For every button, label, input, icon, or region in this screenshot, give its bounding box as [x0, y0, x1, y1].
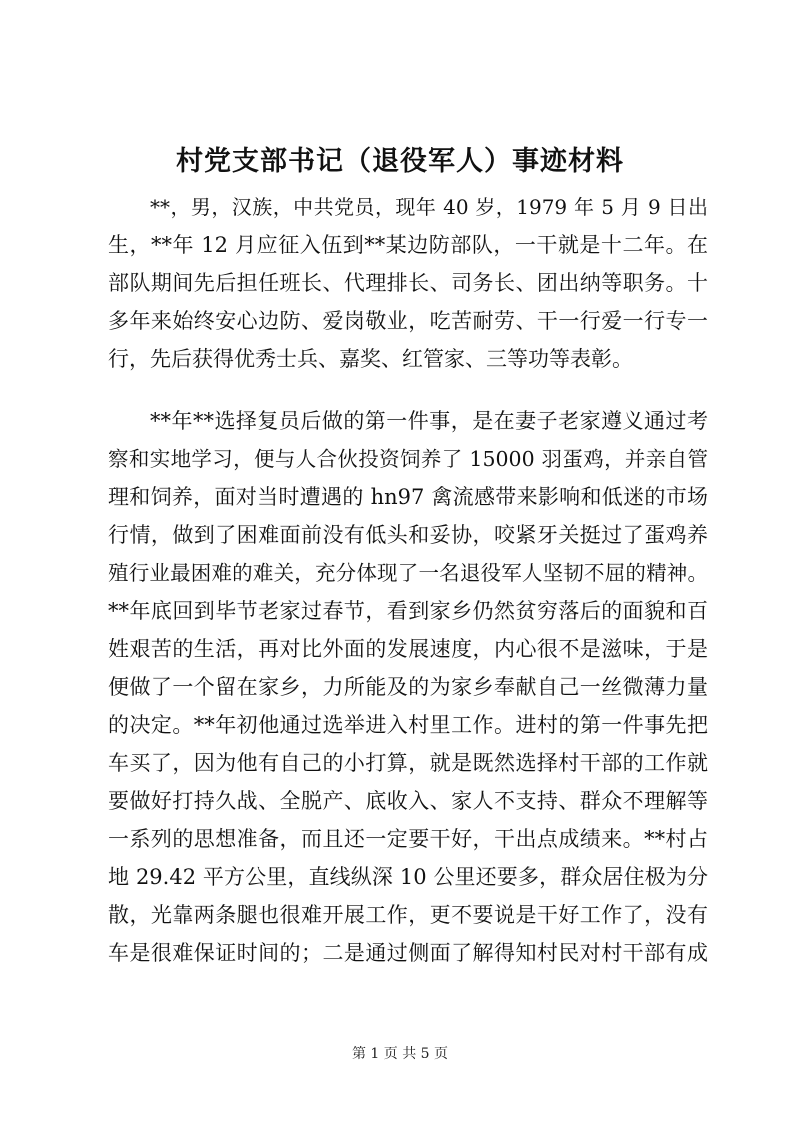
- body-line-3: 部队期间先后担任班长、代理排长、司务长、团出纳等职务。十: [108, 271, 708, 295]
- body-line-1: **，男，汉族，中共党员，现年 40 岁，1979 年 5 月 9 日出: [150, 195, 708, 219]
- body-line-16: 要做好打持久战、全脱产、底收入、家人不支持、群众不理解等: [108, 789, 708, 813]
- body-line-2: 生，**年 12 月应征入伍到**某边防部队，一干就是十二年。在: [108, 233, 708, 257]
- body-line-20: 车是很难保证时间的；二是通过侧面了解得知村民对村干部有成: [108, 941, 708, 965]
- body-line-12: 姓艰苦的生活，再对比外面的发展速度，内心很不是滋味，于是: [108, 637, 708, 661]
- page-number: 第 1 页 共 5 页: [351, 1046, 449, 1062]
- body-line-5: 行，先后获得优秀士兵、嘉奖、红管家、三等功等表彰。: [108, 347, 633, 371]
- body-line-11: **年底回到毕节老家过春节，看到家乡仍然贫穷落后的面貌和百: [108, 599, 708, 623]
- body-line-17: 一系列的思想准备，而且还一定要干好，干出点成绩来。**村占: [108, 827, 708, 851]
- body-line-19: 散，光靠两条腿也很难开展工作，更不要说是干好工作了，没有: [108, 903, 708, 927]
- body-line-10: 殖行业最困难的难关，充分体现了一名退役军人坚韧不屈的精神。: [108, 561, 708, 585]
- body-line-8: 理和饲养，面对当时遭遇的 hn97 禽流感带来影响和低迷的市场: [108, 485, 708, 509]
- body-line-18: 地 29.42 平方公里，直线纵深 10 公里还要多，群众居住极为分: [108, 865, 708, 889]
- body-line-15: 车买了，因为他有自己的小打算，就是既然选择村干部的工作就: [108, 751, 708, 775]
- body-line-6: **年**选择复员后做的第一件事，是在妻子老家遵义通过考: [150, 409, 708, 433]
- body-line-4: 多年来始终安心边防、爱岗敬业，吃苦耐劳、干一行爱一行专一: [108, 309, 708, 333]
- body-line-13: 便做了一个留在家乡，力所能及的为家乡奉献自己一丝微薄力量: [108, 675, 708, 699]
- body-line-9: 行情，做到了困难面前没有低头和妥协，咬紧牙关挺过了蛋鸡养: [108, 523, 708, 547]
- document-title: 村党支部书记（退役军人）事迹材料: [176, 146, 624, 177]
- body-line-7: 察和实地学习，便与人合伙投资饲养了 15000 羽蛋鸡，并亲自管: [108, 447, 708, 471]
- body-line-14: 的决定。**年初他通过选举进入村里工作。进村的第一件事先把: [108, 713, 708, 737]
